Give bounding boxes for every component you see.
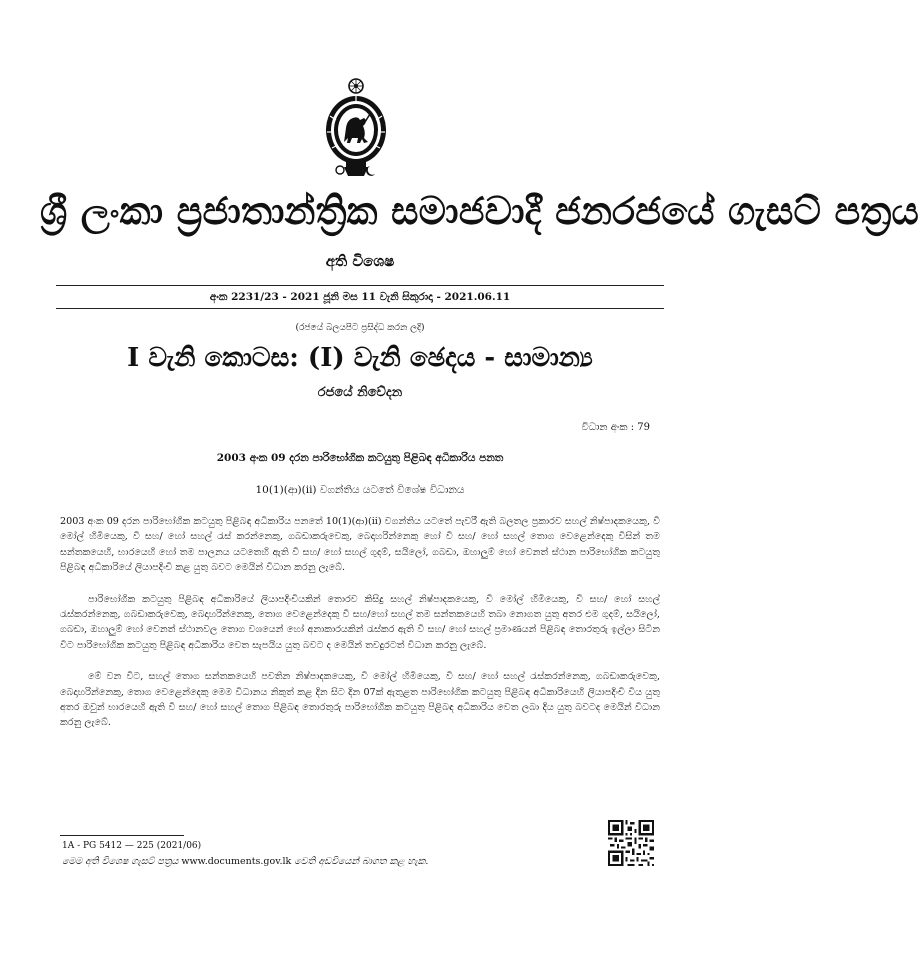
notice-ref-number: විධාන අංක : 79 bbox=[581, 422, 650, 433]
download-note bbox=[62, 856, 428, 867]
print-code: 1A - PG 5412 — 225 (2021/06) bbox=[62, 841, 202, 851]
download-note-prefix: මෙම අති විශෙෂ ගැසට් පත්‍රය bbox=[62, 856, 179, 867]
section-title: රජයේ නිවේදන bbox=[317, 385, 403, 400]
documents-link[interactable]: www.documents.gov.lk bbox=[181, 856, 292, 867]
notice-subheading: 10(1)(ආ)(ii) වගන්තිය යටතේ විශේෂ විධානය bbox=[255, 484, 465, 496]
notice-paragraph: මේ වන විට, සහල් තොග සන්තකයෙහි පවතින නිෂ්පාදකයෙකු, වී මෝල් හිමියෙකු, වී සහ/ හෝ සහල් රැස්කරන්නෙකු, ගබඩාකරුවෙකු, බෙදාහරින්නෙකු, තොග වෙළෙන්දෙකු මෙම විධානය නිකුත් කළ දින සිට දින 07ක් ඇතුළත පාරිභෝගික කටයුතු පිළිබඳ අධිකාරියෙහි ලියාපදිංචි විය යුතු අතර ඔවුන් භාරයෙහි ඇති වී සහ/ හෝ සහල් තොග පිළිබඳ තොරතුරු පාරිභෝගික කටයුතු පිළිබඳ අධිකාරිය වෙත ලබා දිය යුතු බවටද මෙයින් විධාන කරනු ලැබේ. bbox=[60, 671, 660, 729]
notice-paragraph: 2003 අංක 09 දරන පාරිභෝගික කටයුතු පිළිබඳ අධිකාරිය පනතේ 10(1)(ආ)(ii) වගන්තිය යටතේ පැවරී ඇති බලතල ප්‍රකාරව සහල් නිෂ්පාදකයෙකු, වී මෝල් හිමියෙකු, වී සහ/ හෝ සහල් රැස් කරන්නෙකු, ගබඩාකරුවෙකු, බෙදාහරින්නෙකු හෝ වී සහ/ හෝ සහල් තොග වෙළෙන්දෙකු විසින් තම සන්තකයෙහි, භාරයෙහි හෝ තම පාලනය යටතෙහි ඇති වී සහ/ හෝ සහල් ගුදම්, සයිලෝ, ගබඩා, ඔහාලුම් හෝ වෙනත් ස්ථාන පාරිභෝගික කටයුතු පිළිබඳ අධිකාරියේ ලියාපදිංචි කළ යුතු බවට මෙයින් විධාන කරනු ලැබේ. bbox=[60, 516, 660, 574]
header-rule-top bbox=[56, 285, 664, 286]
header-rule-bottom bbox=[56, 308, 664, 309]
sri-lanka-emblem-icon bbox=[320, 76, 392, 180]
notice-paragraph: පාරිභෝගික කටයුතු පිළිබඳ අධිකාරියේ ලියාපදිංචියකින් තොරව කිසිදු සහල් නිෂ්පාදකයෙකු, වී මෝල් හිමියෙකු, වී සහ/ හෝ සහල් රැස්කරන්නෙකු, ගබඩාකරුවෙකු, බෙදාහරින්නෙකු, තොග වෙළෙන්දෙකු වී සහ/හෝ සහල් තම සන්තකයෙහි තබා නොගත යුතු අතර එම ගුදම්, සයිලෝ, ගබඩා, ඔහාලුම් හෝ වෙනත් ස්ථානවල තොග වශයෙන් හෝ අනාකාරයකින් රැස්කර ඇති වී සහ/ හෝ සහල් ප්‍රමාණයන් පිළිබඳ තොරතුරු ඉල්ලා සිටින විට පාරිභෝගික කටයුතු පිළිබඳ අධිකාරිය වෙත සැපයිය යුතු බවට ද මෙයින් තවදුරටත් විධාන කරනු ලැබේ. bbox=[60, 593, 660, 651]
gazette-title: ශ්‍රී ලංකා ප්‍රජාතාන්ත්‍රික සමාජවාදී ජනරජයේ ගැසට් පත්‍රය bbox=[40, 188, 919, 233]
gazette-subtitle: අති විශෙෂ bbox=[325, 252, 395, 270]
issue-line: අංක 2231/23 - 2021 ජූනි මස 11 වැනි සිකුරාදා - 2021.06.11 bbox=[209, 291, 511, 303]
notice-body bbox=[60, 514, 660, 747]
download-note-suffix: වෙති අඩවියෙන් බාගත කළ හැක. bbox=[294, 856, 429, 867]
part-title: I වැනි කොටස: (I) වැනි ඡෙදය - සාමාන්‍ය bbox=[127, 343, 593, 373]
footer-rule bbox=[60, 835, 184, 836]
published-by: (රජයේ බලයපිට ප්‍රසිද්ධ කරන ලදි) bbox=[295, 323, 425, 333]
notice-heading: 2003 අංක 09 දරන පාරිභෝගික කටයුතු පිළිබඳ අධිකාරිය පනත bbox=[216, 452, 504, 464]
qr-code-icon bbox=[608, 820, 654, 866]
